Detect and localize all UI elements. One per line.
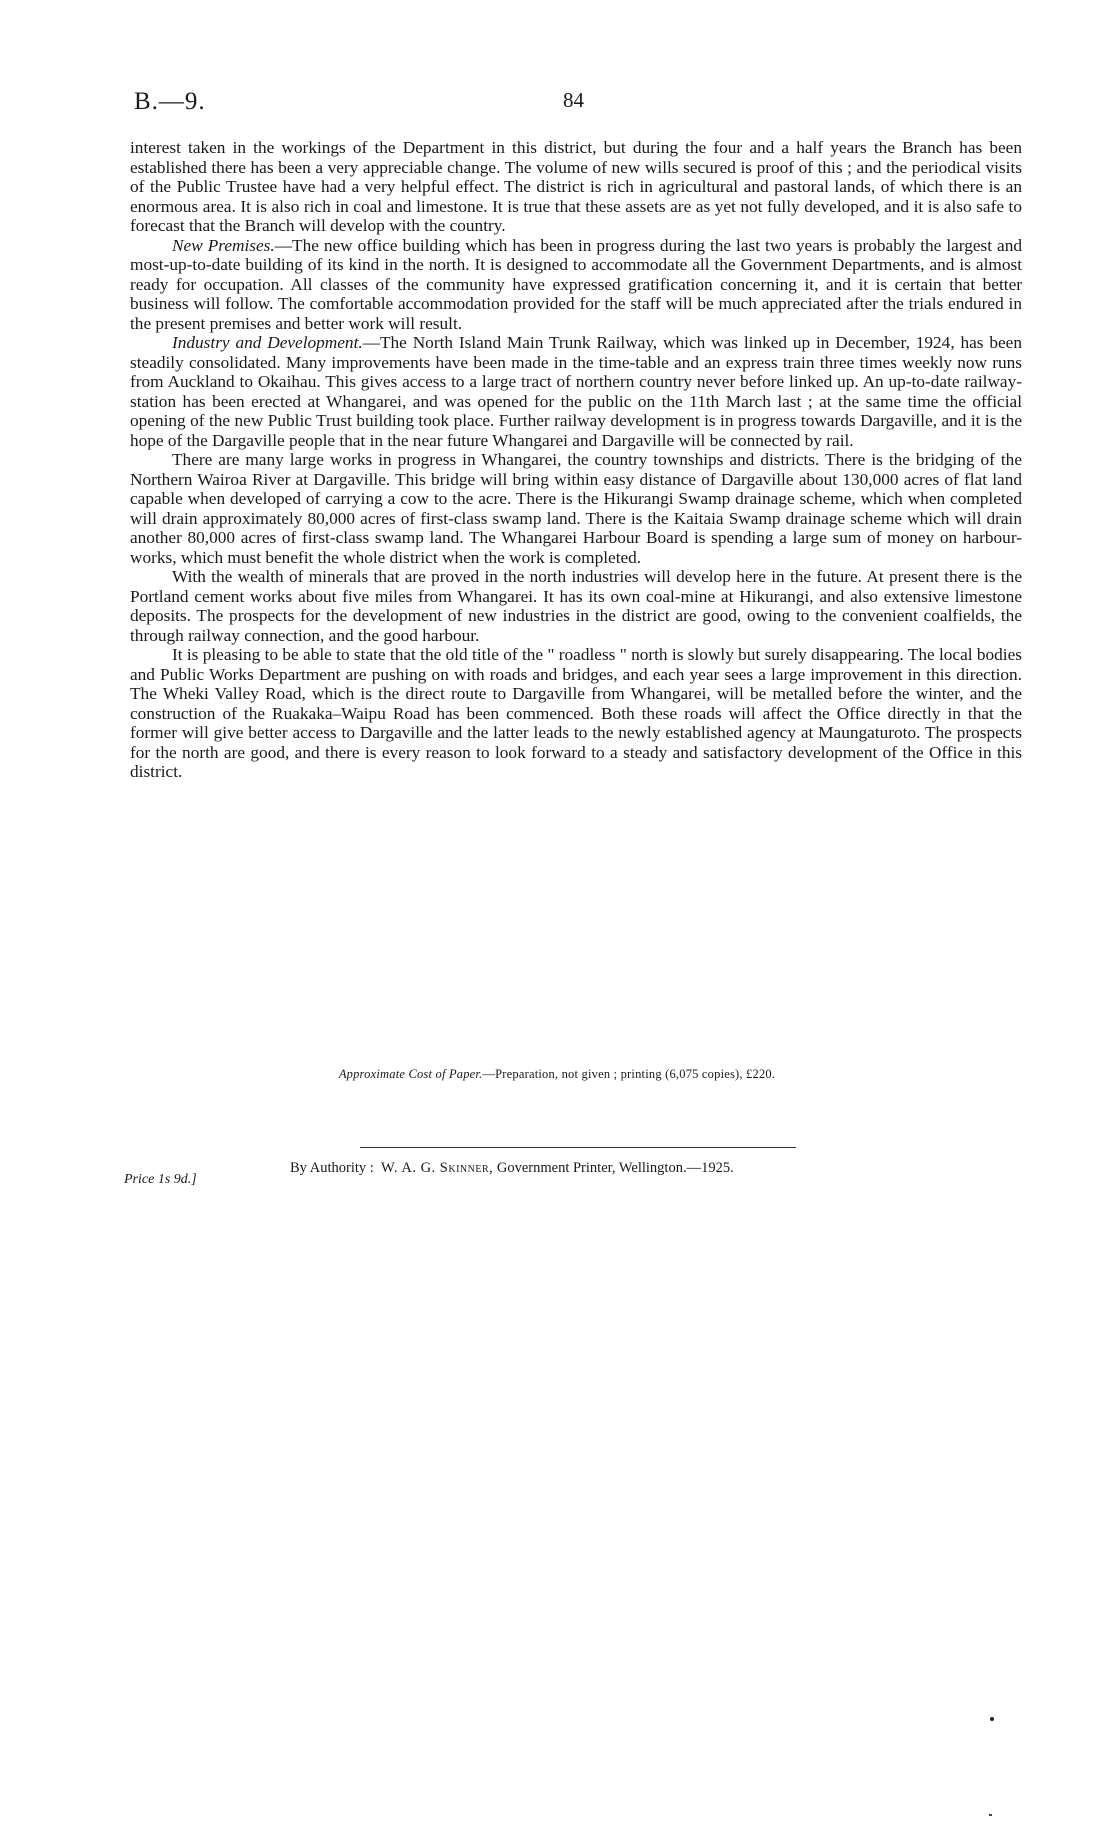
paragraph-text: —The new office building which has been in progress during the last two years is probably the largest and most-up-to-date building of its kind in the north. It is designed to accommodate all the Government Departments, and is almost ready for occupation. All classes of the community have expressed gratification concerning it, and it is certain that better business will follow. The comfortable accommodation provided for the staff will be much appreciated after the trials endured in the present premises and better work will result. bbox=[130, 235, 1023, 333]
printer-name: W. A. G. Skinner, bbox=[381, 1160, 494, 1176]
paragraph-text: —The North Island Main Trunk Railway, which was linked up in December, 1924, has been steadily consolidated. Many improvements have been made in the time-table and an express train three times weekly now runs from Auckland to Okaihau. This gives access to a large tract of northern country never before linked up. An up-to-date railway-station has been erected at Whangarei, and was opened for the public on the 11th March last ; at the same time the official opening of the new Public Trust building took place. Further railway development is in progress towards Dargaville, and it is the hope of the Dargaville people that in the near future Whangarei and Dargaville will be connected by rail. bbox=[130, 333, 1022, 450]
paragraph: There are many large works in progress in Whangarei, the country townships and districts. There is the bridging of the Northern Wairoa River at Dargaville. This bridge will bring within easy distance of Dargaville about 130,000 acres of flat land capable when developed of carrying a cow to the acre. There is the Hikurangi Swamp drainage scheme, which when completed will drain approximately 80,000 acres of first-class swamp land. There is the Kaitaia Swamp drainage scheme which will drain another 80,000 acres of first-class swamp land. The Whangarei Harbour Board is spending a large sum of money on harbour-works, which must benefit the whole district when the work is completed. bbox=[130, 450, 1022, 567]
page-number: 84 bbox=[563, 88, 584, 112]
ink-mark bbox=[990, 1717, 994, 1721]
paragraph-heading: Industry and Development. bbox=[172, 333, 363, 352]
divider-rule bbox=[360, 1147, 796, 1148]
paragraph-heading: New Premises. bbox=[172, 235, 275, 255]
paragraph bbox=[130, 333, 1022, 450]
paragraph: interest taken in the workings of the Department in this district, but during the four and a half years the Branch has been established there has been a very appreciable change. The volume of new wills secured is proof of this ; and the periodical visits of the Public Trustee have had a very helpful effect. The district is rich in agricultural and pastoral lands, of which there is an enormous area. It is also rich in coal and limestone. It is true that these assets are as yet not fully developed, and it is also safe to forecast that the Branch will develop with the country. bbox=[130, 138, 1022, 235]
authority-suffix: Government Printer, Wellington.—1925. bbox=[496, 1160, 734, 1176]
cost-of-paper bbox=[0, 1067, 1114, 1082]
paragraph: With the wealth of minerals that are proved in the north industries will develop here in the future. At present there is the Portland cement works about five miles from Whangarei. It has its own coal-mine at Hikurangi, and also extensive limestone deposits. The prospects for the development of new industries in the district are good, owing to the convenient coalfields, the through railway connection, and the good harbour. bbox=[130, 567, 1022, 645]
ink-mark bbox=[989, 1814, 992, 1816]
paragraph: It is pleasing to be able to state that the old title of the " roadless " north is slowly but surely disappearing. The local bodies and Public Works Department are pushing on with roads and bridges, and each year sees a large improvement in this direction. The Wheki Valley Road, which is the direct route to Dargaville from Whangarei, will be metalled before the winter, and the construction of the Ruakaka–Waipu Road has been commenced. Both these roads will affect the Office directly in that the former will give better access to Dargaville and the latter leads to the newly established agency at Maungaturoto. The prospects for the north are good, and there is every reason to look forward to a steady and satisfactory development of the Office in this district. bbox=[130, 645, 1022, 781]
authority-prefix: By Authority : bbox=[290, 1160, 374, 1176]
cost-text: —Preparation, not given ; printing (6,075 copies), £220. bbox=[482, 1067, 776, 1081]
header-ref: B.—9. bbox=[134, 88, 206, 115]
cost-label: Approximate Cost of Paper. bbox=[338, 1067, 483, 1081]
paragraph bbox=[130, 236, 1022, 334]
price: Price 1s 9d.] bbox=[124, 1172, 197, 1187]
printer-authority bbox=[290, 1160, 734, 1177]
body-text bbox=[130, 138, 1022, 782]
